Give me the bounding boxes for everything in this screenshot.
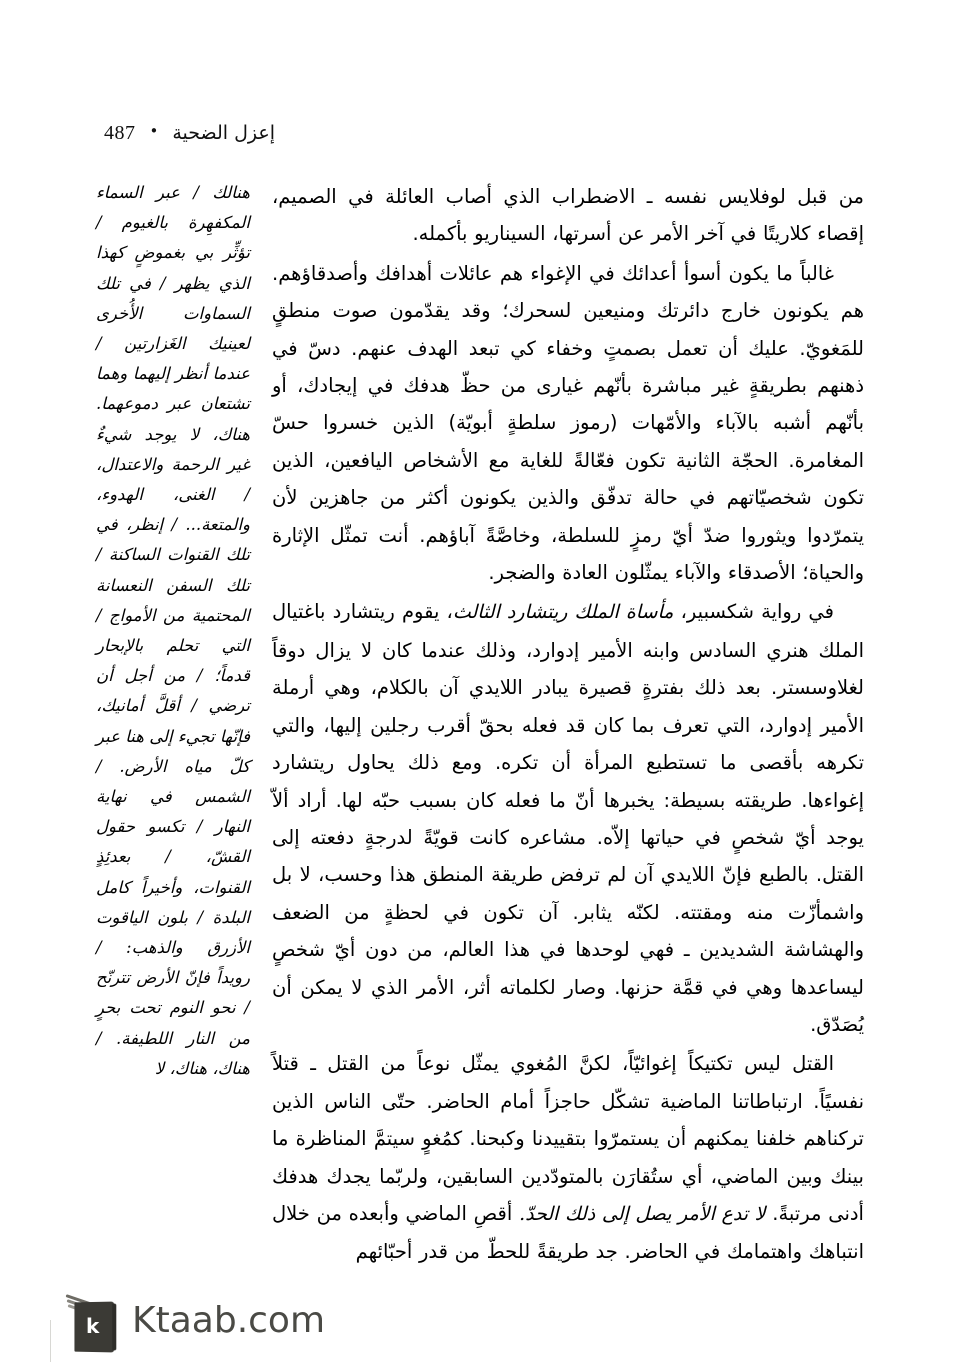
ktaab-watermark	[66, 1284, 325, 1358]
paragraph-murder-is-not-tactic	[272, 1045, 864, 1270]
emphasized-phrase-italic: لا تدع الأمر يصل إلى ذلك الحدّ.	[519, 1202, 766, 1225]
watermark-brand-text: Ktaab.com	[132, 1300, 326, 1341]
paragraph-richard-iii	[272, 593, 864, 1043]
paragraph-prefix: القتل ليس تكتيكاً إغوائيّاً، لكنَّ المُغوي يمثّل نوعاً من القتل ـ قتلاً نفسيًاً. ارتباطاتنا الماضية تشكّل حاجزاً أمام الحاضر. حتّى الناس الذين تركناهم خلفنا يمكنهم أن يستمرّوا بتقييدنا وكبحنا. كمُغوٍ سيتمَّ المناظرة ما بينك وبين الماضي، أي ستُقارَن بالمتودّدين السابقين، ولربّما يجدك هدفك أدنى مرتبةً.	[272, 1052, 864, 1225]
header-separator-bullet: •	[149, 122, 159, 140]
page-content	[96, 178, 864, 1264]
page-number: 487	[104, 122, 136, 144]
book-logo-icon	[66, 1290, 118, 1352]
running-header	[104, 122, 364, 152]
poem-sidebar-column	[96, 178, 250, 1258]
logo-letter: k	[86, 1314, 100, 1338]
main-text-column	[272, 178, 864, 1264]
paragraph-suffix: ، يقوم ريتشارد باغتيال الملك هنري السادس وابنه الأمير إدوارد، وذلك عندما كان لا يزال دوقاً لغلاوسستر. بعد ذلك بفترةٍ قصيرة يبادر اللايدي آن بالكلام، وهي أرملة الأمير إدوارد، التي تعرف بما كان قد فعله بحقّ أقرب رجلين إليها، والتي تكرهه بأقصى ما تستطيع المرأة أن تكره. ومع ذلك يحاول ريتشارد إغواءها. طريقته بسيطة: يخبرها أنّ ما فعله كان بسبب حبّه لها. أراد ألاّ يوجد أيّ شخصٍ في حياتها إلاّه. مشاعره كانت قويّةً لدرجةٍ دفعته إلى القتل. بالطبع فإنّ اللايدي آن لم ترفض طريقة المنطق هذا وحسب، لا بل واشمأزّت منه ومقتته. لكنّه يثابر. آن تكون في لحظةٍ من الضعف والهشاشة الشديدين ـ فهي لوحدها في هذا العالم، من دون أيّ شخصٍ ليساعدها وهي في قمَّة حزنها. وصار لكلماته أثر، الأمر الذي لا يمكن أن يُصَدّق.	[272, 600, 864, 1036]
chapter-title: إعزل الضحية	[172, 122, 276, 144]
watermark-divider	[50, 1320, 51, 1362]
poem-text: هنالك / عبر السماء المكفهِرة بالغيوم / تؤثِّر بي بغموضٍ كهذا الذي يظهر / في تلك السماوات الأُخرى لعينيك الغَزارتين / عندما أنظر إليهما وهما تشتعان عبر دموعهما. هناك، لا يوجد شيءٌ غير الرحمة والاعتدال، / الغنى، الهدوء، والمتعة... / إنظر، في تلك القنوات الساكنة / تلك السفن النعسانة المحتمية من الأمواج / التي تحلم بالإبحار قدماً؛ / من أجل أن ترضي / أقلَّ أمانيك، فإنّها تجيء إلى هنا عبر كلّ مياه الأرض. / الشمس في نهاية النهار / تكسو حقول القشّ، / بعدئِذٍ القنوات، وأخيراً كامل البلدة / بلون الياقوت الأزرق والذهب: / رويداً فإنّ الأرض تترنّح / نحو النوم تحت بحرٍ من النار اللطيفة. / هناك، هناك، لا	[96, 183, 250, 1078]
paragraph-continuation: من قبل لوفلايس نفسه ـ الاضطراب الذي أصاب العائلة في الصميم، إقصاء كلاريتًا في آخر الأمر عن أسرتها، السيناريو بأكمله.	[272, 185, 864, 246]
paragraph-suffix: أقصِ الماضي وأبعده من خلال انتباهك واهتمامك في الحاضر. جد طريقةً للحطّ من قدر أحبّائهم	[272, 1201, 864, 1264]
paragraph-prefix: في رواية شكسبير،	[673, 600, 834, 624]
paragraph-enemies-of-seduction: غالباً ما يكون أسوأ أعدائك في الإغواء هم عائلات أهدافك وأصدقاؤهم. هم يكونون خارج دائرتك ومنيعين لسحرك؛ وقد يقدّمون صوت منطقٍ للمَغويّ. عليك أن تعمل بصمتٍ وخفاء كي تبعد الهدف عنهم. دسّ في ذهنهم بطريقةٍ غير مباشرة بأنّهم غيارى من حظّ هدفك في إيجادك، أو بأنّهم أشبه بالآباء والأمّهات (رموز سلطةٍ أبويّة) الذين خسروا حسّ المغامرة. الحجّة الثانية تكون فعّالةً للغاية مع الأشخاص اليافعين، الذين تكون شخصيّاتهم في حالة تدفّق والذين يكونون أكثر من جاهزين لأن يتمرّدوا ويثوروا ضدّ أيّ رمزٍ للسلطة، وخاصَّةً آباؤهم. أنت تمثّل الإثارة والحياة؛ الأصدقاء والآباء يمثّلون العادة والضجر.	[272, 261, 864, 585]
book-title-italic: مأساة الملك ريتشارد الثالث	[452, 601, 674, 624]
